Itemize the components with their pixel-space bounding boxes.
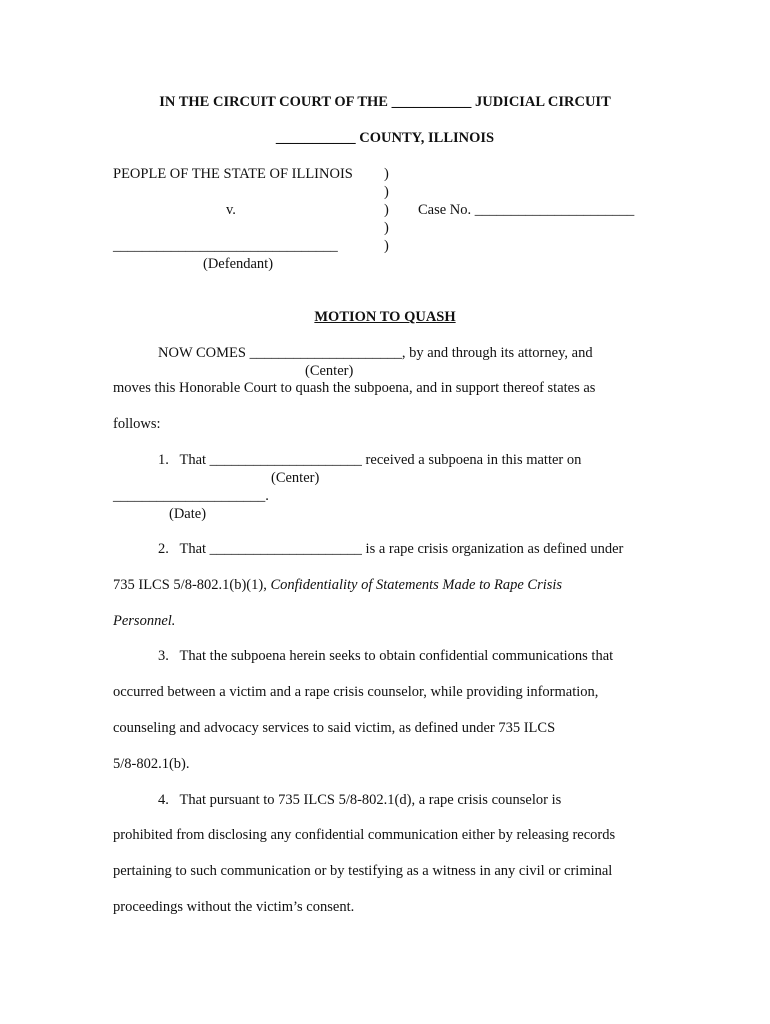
date-blank: _____________________.: [113, 488, 269, 504]
caption-paren: ): [384, 220, 389, 236]
caption-paren: ): [384, 202, 389, 218]
caption-paren: ): [384, 166, 389, 182]
center-label: (Center): [271, 470, 320, 486]
court-heading: IN THE CIRCUIT COURT OF THE ___________ JUDICIAL CIRCUIT: [159, 94, 611, 110]
motion-title: MOTION TO QUASH: [314, 309, 456, 325]
paragraph-4-line: pertaining to such communication or by testifying as a witness in any civil or criminal: [113, 863, 613, 879]
intro-line: follows:: [113, 416, 161, 432]
paragraph-4-line: proceedings without the victim’s consent.: [113, 899, 355, 915]
caption-paren: ): [384, 184, 389, 200]
paragraph-1-line: 1. That _____________________ received a subpoena in this matter on: [158, 452, 582, 468]
date-label: (Date): [169, 506, 207, 522]
paragraph-4-line: 4. That pursuant to 735 ILCS 5/8-802.1(d), a rape crisis counselor is: [158, 792, 562, 808]
paragraph-4-line: prohibited from disclosing any confidential communication either by releasing records: [113, 827, 616, 843]
defendant-label: (Defendant): [203, 256, 274, 272]
intro-line: moves this Honorable Court to quash the subpoena, and in support thereof states as: [113, 380, 596, 396]
statute-cite: 735 ILCS 5/8-802.1(b)(1),: [113, 577, 271, 593]
defendant-blank: _______________________________: [113, 238, 338, 254]
intro-line: NOW COMES _____________________, by and through its attorney, and: [158, 345, 593, 361]
paragraph-3-line: occurred between a victim and a rape crisis counselor, while providing information,: [113, 684, 599, 700]
paragraph-2-line: 2. That _____________________ is a rape crisis organization as defined under: [158, 541, 624, 557]
county-heading: ___________ COUNTY, ILLINOIS: [275, 130, 495, 146]
paragraph-3-line: 3. That the subpoena herein seeks to obtain confidential communications that: [158, 648, 614, 664]
case-number: Case No. ______________________: [418, 202, 635, 218]
paragraph-3-line: counseling and advocacy services to said victim, as defined under 735 ILCS: [113, 720, 556, 736]
plaintiff-name: PEOPLE OF THE STATE OF ILLINOIS: [113, 166, 353, 182]
paragraph-2-line: [113, 576, 562, 594]
paragraph-2-line: Personnel.: [113, 613, 176, 629]
paragraph-3-line: 5/8-802.1(b).: [113, 756, 190, 772]
center-label: (Center): [305, 363, 354, 379]
versus-text: v.: [226, 202, 236, 218]
caption-paren: ): [384, 238, 389, 254]
statute-title: Confidentiality of Statements Made to Rape Crisis: [270, 577, 563, 593]
